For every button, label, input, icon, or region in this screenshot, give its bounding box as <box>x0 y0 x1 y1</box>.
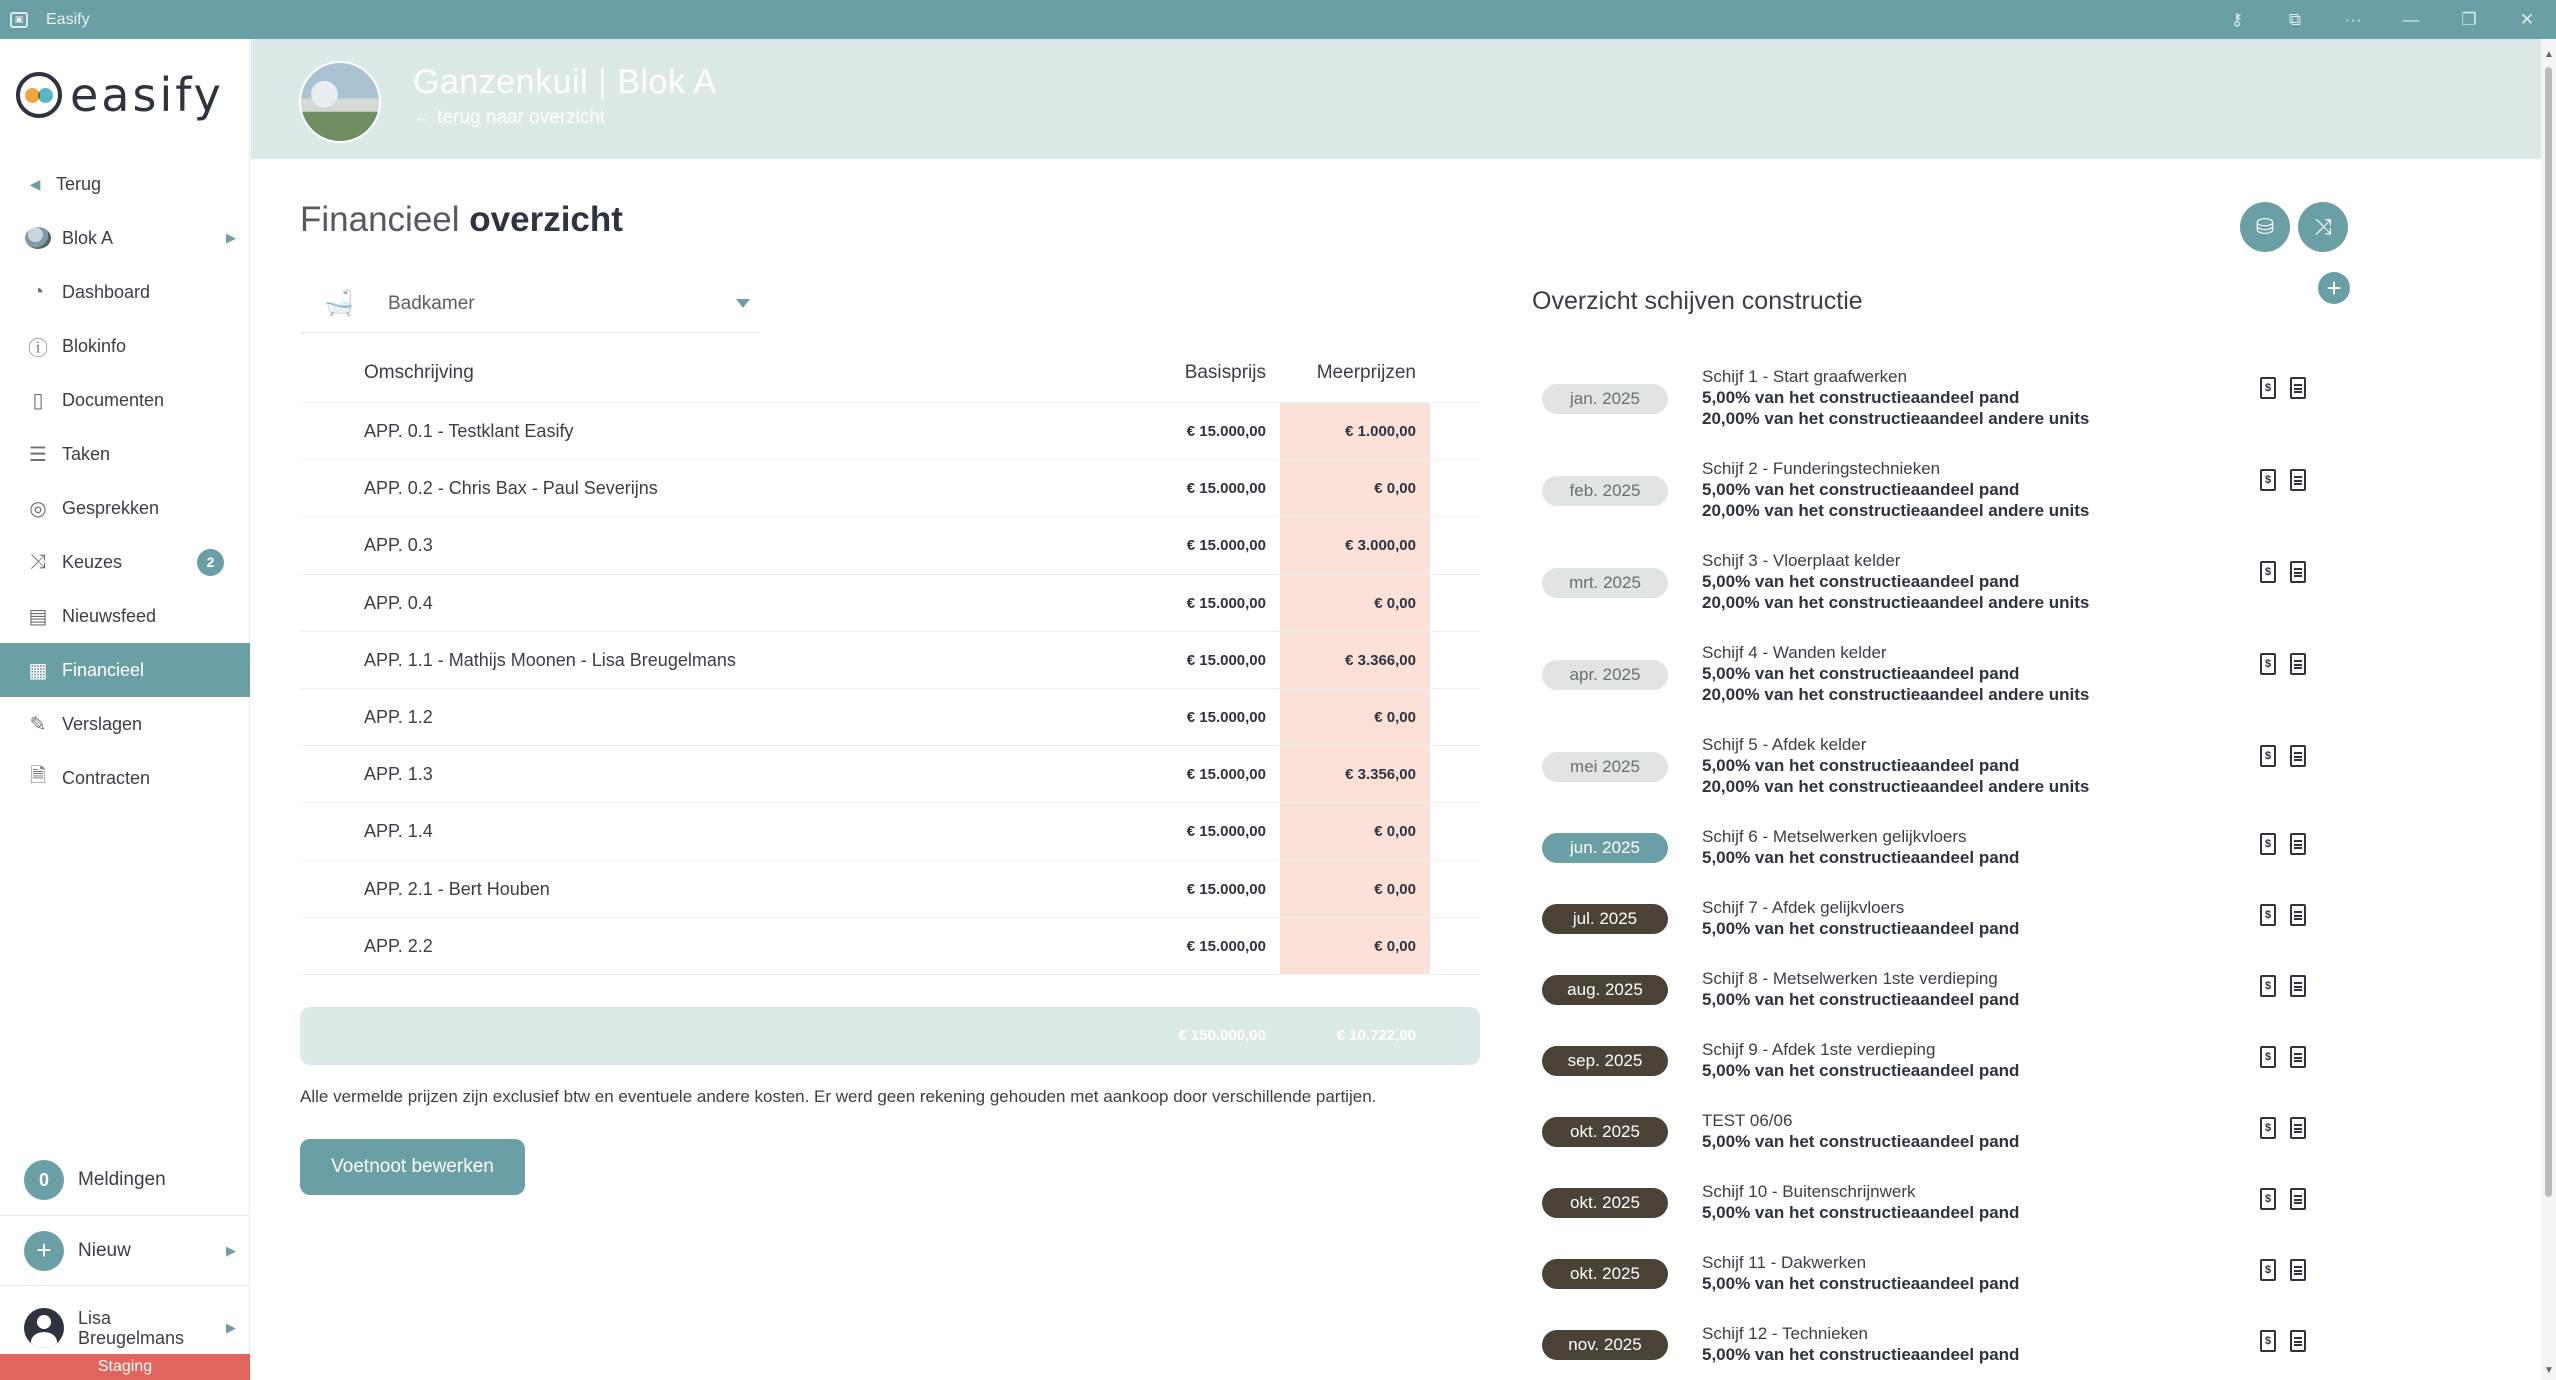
dashboard-icon: ◔ <box>31 280 45 303</box>
window-titlebar <box>0 0 2556 39</box>
row-base-price: € 15.000,00 <box>1186 594 1266 612</box>
document-icon[interactable] <box>2290 833 2306 855</box>
schijven-title: Overzicht schijven constructie <box>1532 287 1863 315</box>
sidebar-item-taken[interactable] <box>0 427 250 481</box>
schijf-name: Schijf 5 - Afdek kelder <box>1702 735 1867 754</box>
page-title-light: Financieel <box>300 200 460 239</box>
row-description: APP. 0.3 <box>364 535 433 556</box>
bathtub-icon: 🛁 <box>324 290 354 317</box>
window-title: Easify <box>46 10 90 28</box>
row-base-price: € 15.000,00 <box>1186 937 1266 955</box>
schijf-line-pand: 5,00% van het constructieaandeel pand <box>1702 1061 2020 1080</box>
shuffle-icon: ⤨ <box>30 550 46 573</box>
row-extra-price: € 0,00 <box>1374 594 1416 612</box>
sidebar-item-label: Verslagen <box>62 713 143 734</box>
schijf-line-pand: 5,00% van het constructieaandeel pand <box>1702 388 2020 407</box>
invoice-icon[interactable]: $ <box>2260 1259 2276 1281</box>
sidebar-bottom <box>0 1145 250 1369</box>
sidebar-item-financieel[interactable] <box>0 643 250 697</box>
document-icon[interactable] <box>2290 1117 2306 1139</box>
total-extra: € 10.722,00 <box>1336 1027 1416 1044</box>
chevron-right-icon: ▶ <box>226 1319 236 1335</box>
schijf-line-pand: 5,00% van het constructieaandeel pand <box>1702 1203 2020 1222</box>
sidebar-item-keuzes[interactable] <box>0 535 250 589</box>
tasks-icon: ☰ <box>29 443 47 466</box>
schijf-date-badge: feb. 2025 <box>1542 476 1668 506</box>
row-base-price: € 15.000,00 <box>1186 651 1266 669</box>
schijf-line-units: 20,00% van het constructieaandeel andere units <box>1702 501 2090 520</box>
schijf-name: Schijf 1 - Start graafwerken <box>1702 367 1908 386</box>
sidebar-item-documenten[interactable] <box>0 373 250 427</box>
finance-icon: ▦ <box>28 659 48 682</box>
document-icon[interactable] <box>2290 561 2306 583</box>
invoice-icon[interactable]: $ <box>2260 833 2276 855</box>
document-icon[interactable] <box>2290 1330 2306 1352</box>
footnote-text: Alle vermelde prijzen zijn exclusief btw en eventuele andere kosten. Er werd geen rekening gehouden met aankoop door verschillende partijen. <box>300 1087 1377 1106</box>
invoice-icon[interactable]: $ <box>2260 975 2276 997</box>
notifications-label: Meldingen <box>78 1169 166 1190</box>
contract-icon: 🗎 <box>29 765 47 787</box>
schijf-date-badge: jan. 2025 <box>1542 384 1668 414</box>
arrow-left-icon: ← <box>413 107 432 128</box>
schijf-name: Schijf 6 - Metselwerken gelijkvloers <box>1702 827 1967 846</box>
sidebar-item-label: Gesprekken <box>62 497 160 518</box>
sidebar-item-label: Blokinfo <box>62 335 127 356</box>
scroll-up-icon[interactable]: ▲ <box>2544 49 2554 60</box>
schijf-line-pand: 5,00% van het constructieaandeel pand <box>1702 1132 2020 1151</box>
project-avatar <box>299 61 381 143</box>
row-extra-price: € 0,00 <box>1374 480 1416 498</box>
maximize-icon[interactable]: ❐ <box>2461 9 2477 29</box>
schijf-date-badge: nov. 2025 <box>1542 1330 1668 1360</box>
row-base-price: € 15.000,00 <box>1186 823 1266 841</box>
table-row[interactable] <box>300 918 1480 975</box>
column-header-description: Omschrijving <box>364 361 474 383</box>
schijf-line-units: 20,00% van het constructieaandeel andere units <box>1702 593 2090 612</box>
logo-text: easify <box>70 68 224 122</box>
document-icon[interactable] <box>2290 1188 2306 1210</box>
table-header <box>300 343 1480 403</box>
schijf-name: Schijf 4 - Wanden kelder <box>1702 643 1887 662</box>
shuffle-icon: ⤨ <box>2314 214 2332 239</box>
report-icon: ✎ <box>29 713 47 736</box>
schijf-date-badge: okt. 2025 <box>1542 1117 1668 1147</box>
sidebar-nav <box>0 157 250 805</box>
row-description: APP. 1.4 <box>364 821 433 842</box>
sidebar-item-blok[interactable] <box>0 211 250 265</box>
table-row[interactable] <box>300 632 1480 689</box>
schijf-name: Schijf 10 - Buitenschrijnwerk <box>1702 1182 1916 1201</box>
chat-icon: ◎ <box>29 497 47 520</box>
minimize-icon[interactable]: — <box>2402 9 2420 29</box>
schijf-name: TEST 06/06 <box>1702 1111 1793 1130</box>
shuffle-button[interactable] <box>2298 202 2348 252</box>
schijf-name: Schijf 12 - Technieken <box>1702 1324 1869 1343</box>
news-icon: ▤ <box>28 605 48 628</box>
invoice-icon[interactable]: $ <box>2260 1330 2276 1352</box>
table-row[interactable] <box>300 403 1480 460</box>
document-icon[interactable] <box>2290 653 2306 675</box>
document-icon[interactable] <box>2290 1046 2306 1068</box>
total-base: € 150.000,00 <box>1178 1027 1266 1044</box>
row-description: APP. 1.1 - Mathijs Moonen - Lisa Breugelmans <box>364 649 736 670</box>
page-title-bold: overzicht <box>469 200 623 239</box>
sidebar-item-label: Dashboard <box>62 281 151 302</box>
key-icon[interactable]: ⚷ <box>2230 9 2244 29</box>
document-icon[interactable] <box>2290 1259 2306 1281</box>
sidebar-item-verslagen[interactable] <box>0 697 250 751</box>
close-icon[interactable]: ✕ <box>2519 9 2535 29</box>
row-description: APP. 1.3 <box>364 764 433 785</box>
edit-footnote-button[interactable]: Voetnoot bewerken <box>300 1139 525 1195</box>
schijf-name: Schijf 9 - Afdek 1ste verdieping <box>1702 1040 1936 1059</box>
table-row[interactable] <box>300 517 1480 574</box>
info-icon: ⓘ <box>28 337 48 360</box>
building-thumbnail <box>24 224 52 252</box>
schijf-date-badge: mei 2025 <box>1542 752 1668 782</box>
app-icon: ▣ <box>10 12 28 28</box>
schijf-line-pand: 5,00% van het constructieaandeel pand <box>1702 664 2020 683</box>
caret-left-icon: ◀ <box>29 175 41 192</box>
add-schijf-button[interactable]: + <box>2318 272 2350 304</box>
price-table <box>300 343 1480 975</box>
table-row[interactable] <box>300 460 1480 517</box>
row-description: APP. 0.2 - Chris Bax - Paul Severijns <box>364 478 658 499</box>
schijf-date-badge: okt. 2025 <box>1542 1188 1668 1218</box>
invoice-icon[interactable]: $ <box>2260 1117 2276 1139</box>
table-row[interactable] <box>300 575 1480 632</box>
sidebar-item-label: Contracten <box>62 767 151 788</box>
coins-button[interactable] <box>2240 202 2290 252</box>
environment-badge: Staging <box>0 1354 250 1380</box>
new-label: Nieuw <box>78 1239 131 1261</box>
row-base-price: € 15.000,00 <box>1186 708 1266 726</box>
page-title <box>300 200 623 240</box>
document-icon[interactable] <box>2290 377 2306 399</box>
row-base-price: € 15.000,00 <box>1186 537 1266 555</box>
sidebar-item-dashboard[interactable] <box>0 265 250 319</box>
back-to-overview-link[interactable] <box>413 107 605 129</box>
row-extra-price: € 1.000,00 <box>1345 423 1416 440</box>
row-base-price: € 15.000,00 <box>1186 880 1266 898</box>
more-icon[interactable]: ··· <box>2344 9 2362 29</box>
room-select-value: Badkamer <box>388 292 475 314</box>
table-row[interactable] <box>300 803 1480 860</box>
document-icon[interactable] <box>2290 745 2306 767</box>
scrollbar-thumb[interactable] <box>2545 67 2552 1197</box>
sidebar <box>0 39 250 1380</box>
invoice-icon[interactable]: $ <box>2260 469 2276 491</box>
notifications-button[interactable] <box>0 1145 250 1215</box>
schijf-line-pand: 5,00% van het constructieaandeel pand <box>1702 1274 2020 1293</box>
sidebar-item-gesprekken[interactable] <box>0 481 250 535</box>
row-extra-price: € 0,00 <box>1374 708 1416 726</box>
schijf-line-pand: 5,00% van het constructieaandeel pand <box>1702 756 2020 775</box>
sidebar-item-label: Financieel <box>62 659 145 680</box>
project-header <box>251 39 2541 159</box>
row-base-price: € 15.000,00 <box>1186 766 1266 784</box>
coins-icon: ⛁ <box>2255 214 2275 239</box>
sidebar-item-label: Taken <box>62 443 111 464</box>
sidebar-item-nieuwsfeed[interactable] <box>0 589 250 643</box>
schijf-name: Schijf 8 - Metselwerken 1ste verdieping <box>1702 969 1998 988</box>
row-extra-price: € 3.356,00 <box>1345 766 1416 784</box>
schijf-line-pand: 5,00% van het constructieaandeel pand <box>1702 848 2020 867</box>
invoice-icon[interactable]: $ <box>2260 653 2276 675</box>
schijf-date-badge: mrt. 2025 <box>1542 568 1668 598</box>
row-base-price: € 15.000,00 <box>1186 423 1266 440</box>
new-button[interactable] <box>0 1215 250 1285</box>
chevron-right-icon: ▶ <box>226 1242 236 1258</box>
schijf-date-badge: aug. 2025 <box>1542 975 1668 1005</box>
schijf-date-badge: jul. 2025 <box>1542 904 1668 934</box>
document-icon[interactable] <box>2290 904 2306 926</box>
schijf-name: Schijf 11 - Dakwerken <box>1702 1253 1867 1272</box>
table-row[interactable] <box>300 746 1480 803</box>
schijf-name: Schijf 2 - Funderingstechnieken <box>1702 459 1941 478</box>
scroll-down-icon[interactable]: ▼ <box>2544 1365 2554 1376</box>
invoice-icon[interactable]: $ <box>2260 377 2276 399</box>
row-description: APP. 2.2 <box>364 935 433 956</box>
schijf-line-pand: 5,00% van het constructieaandeel pand <box>1702 990 2020 1009</box>
plus-icon: + <box>24 1231 64 1271</box>
screen-icon[interactable]: ⧉ <box>2288 9 2302 29</box>
row-extra-price: € 0,00 <box>1374 880 1416 898</box>
sidebar-item-label: Nieuwsfeed <box>62 605 157 626</box>
sidebar-item-label: Documenten <box>62 389 165 410</box>
back-link-label: terug naar overzicht <box>437 107 606 128</box>
schijf-line-pand: 5,00% van het constructieaandeel pand <box>1702 572 2020 591</box>
chevron-right-icon: ▶ <box>226 230 236 245</box>
row-base-price: € 15.000,00 <box>1186 480 1266 498</box>
schijf-line-pand: 5,00% van het constructieaandeel pand <box>1702 1345 2020 1364</box>
table-row[interactable] <box>300 861 1480 918</box>
sidebar-item-label: Blok A <box>62 227 114 248</box>
sidebar-item-contracten[interactable] <box>0 751 250 805</box>
invoice-icon[interactable]: $ <box>2260 745 2276 767</box>
scrollbar[interactable] <box>2541 39 2556 1380</box>
user-name: Lisa Breugelmans <box>78 1307 185 1348</box>
row-extra-price: € 0,00 <box>1374 823 1416 841</box>
easify-logo[interactable] <box>16 63 224 127</box>
column-header-base: Basisprijs <box>1184 361 1266 383</box>
schijf-line-units: 20,00% van het constructieaandeel andere units <box>1702 409 2090 428</box>
schijf-date-badge: okt. 2025 <box>1542 1259 1668 1289</box>
chevron-down-icon <box>736 299 750 308</box>
project-title: Ganzenkuil | Blok A <box>413 63 717 101</box>
invoice-icon[interactable]: $ <box>2260 1188 2276 1210</box>
logo-mark-icon <box>16 72 62 118</box>
document-icon: ▯ <box>32 389 44 412</box>
user-avatar <box>24 1308 64 1348</box>
table-row[interactable] <box>300 689 1480 746</box>
schijf-line-units: 20,00% van het constructieaandeel andere units <box>1702 777 2090 796</box>
row-extra-price: € 0,00 <box>1374 937 1416 955</box>
column-header-extra: Meerprijzen <box>1316 361 1416 383</box>
schijf-line-units: 20,00% van het constructieaandeel andere units <box>1702 685 2090 704</box>
notifications-count: 0 <box>24 1160 64 1200</box>
schijf-date-badge: sep. 2025 <box>1542 1046 1668 1076</box>
document-icon[interactable] <box>2290 469 2306 491</box>
schijf-name: Schijf 3 - Vloerplaat kelder <box>1702 551 1901 570</box>
document-icon[interactable] <box>2290 975 2306 997</box>
row-description: APP. 2.1 - Bert Houben <box>364 878 550 899</box>
room-select[interactable] <box>300 275 760 333</box>
totals-row <box>300 1007 1480 1065</box>
sidebar-item-back[interactable] <box>0 157 250 211</box>
row-description: APP. 1.2 <box>364 706 433 727</box>
schijf-date-badge: jun. 2025 <box>1542 833 1668 863</box>
invoice-icon[interactable]: $ <box>2260 1046 2276 1068</box>
keuzes-count-badge: 2 <box>197 549 224 576</box>
sidebar-item-label: Terug <box>56 173 102 194</box>
row-extra-price: € 3.000,00 <box>1345 537 1416 555</box>
row-description: APP. 0.4 <box>364 592 433 613</box>
table-body <box>300 403 1480 975</box>
schijf-name: Schijf 7 - Afdek gelijkvloers <box>1702 898 1905 917</box>
schijf-date-badge: apr. 2025 <box>1542 660 1668 690</box>
row-description: APP. 0.1 - Testklant Easify <box>364 421 574 441</box>
schijf-line-pand: 5,00% van het constructieaandeel pand <box>1702 480 2020 499</box>
invoice-icon[interactable]: $ <box>2260 561 2276 583</box>
sidebar-item-blokinfo[interactable] <box>0 319 250 373</box>
row-extra-price: € 3.366,00 <box>1345 651 1416 669</box>
sidebar-item-label: Keuzes <box>62 551 123 572</box>
invoice-icon[interactable]: $ <box>2260 904 2276 926</box>
schijf-line-pand: 5,00% van het constructieaandeel pand <box>1702 919 2020 938</box>
